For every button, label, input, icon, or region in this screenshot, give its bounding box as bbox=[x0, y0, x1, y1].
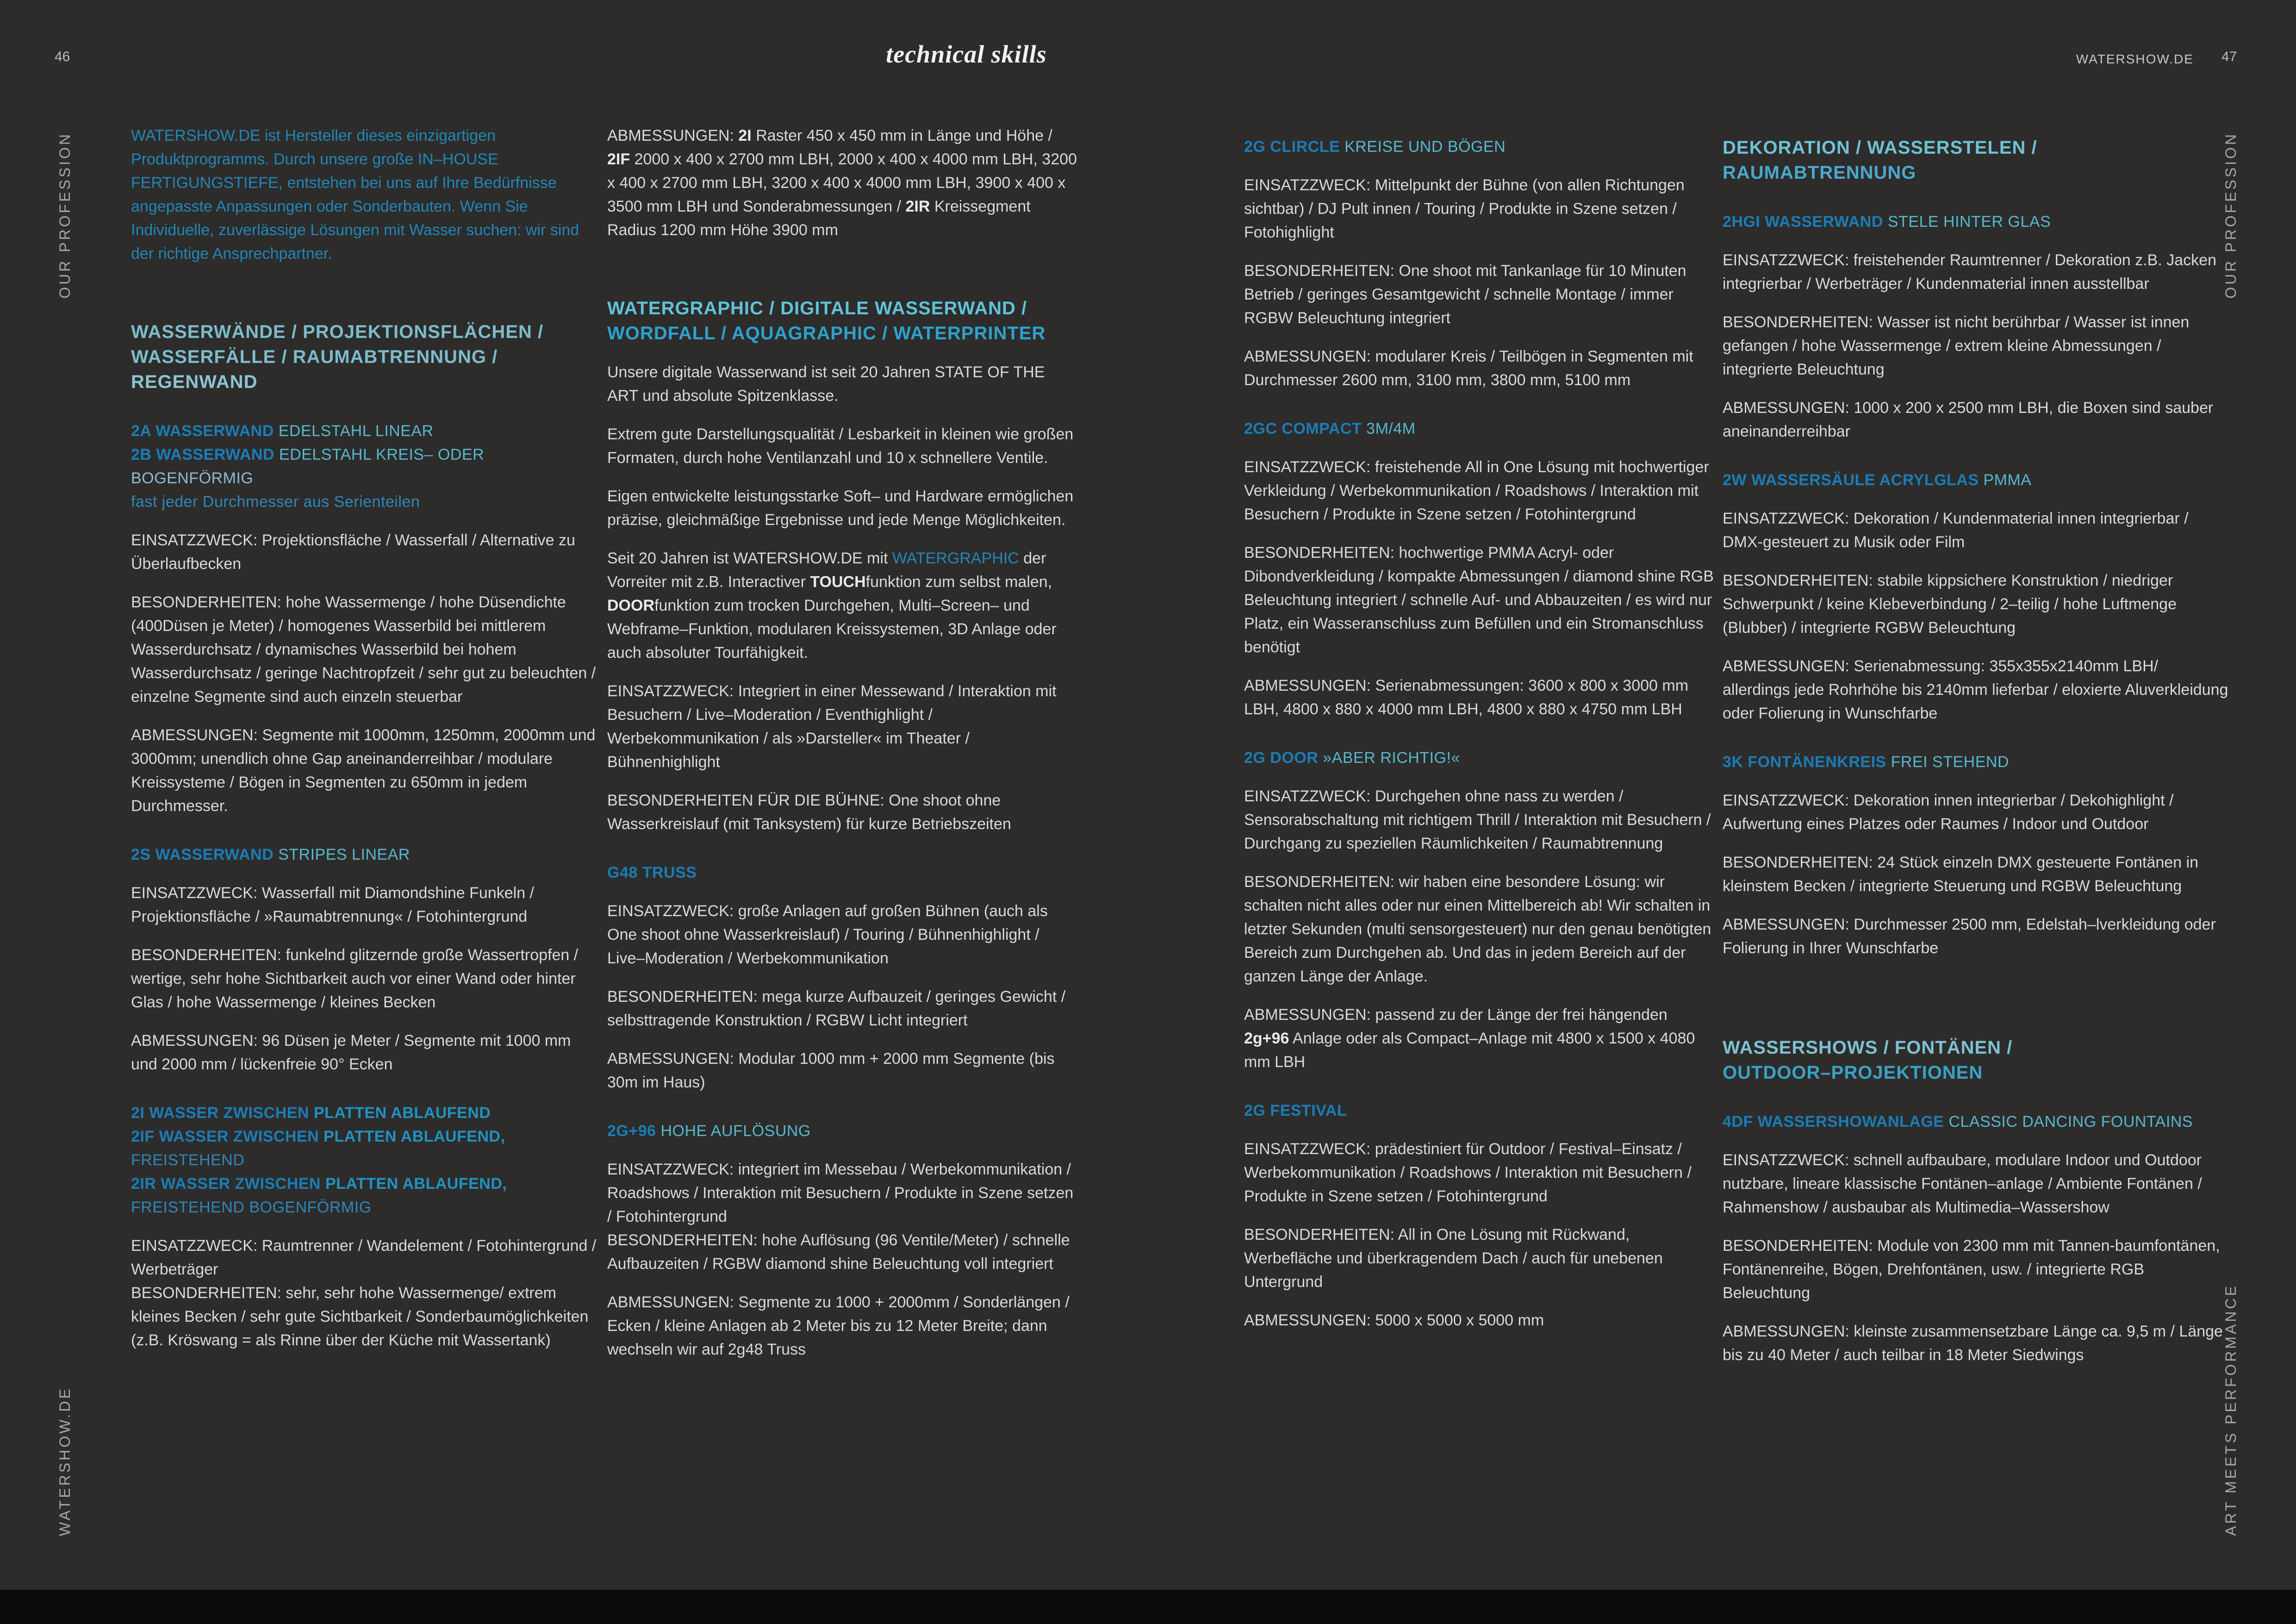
text-run: 2IR bbox=[905, 198, 930, 215]
margin-label-watershow: WATERSHOW.DE bbox=[56, 1386, 73, 1536]
text-run: BESONDERHEITEN: funkelnd glitzernde große Wassertropfen / wertige, sehr hohe Sichtbarkeit auch vor einer Wand oder hinter Glas / hohe Wassermenge / kleines Becken bbox=[131, 946, 579, 1011]
text-run: ABMESSUNGEN: passend zu der Länge der frei hängenden bbox=[1244, 1006, 1668, 1024]
paragraph bbox=[607, 1291, 1077, 1362]
column-1 bbox=[131, 124, 601, 1352]
product-heading bbox=[131, 419, 601, 514]
product-heading bbox=[1723, 1110, 2229, 1134]
product-heading-line bbox=[131, 467, 601, 490]
text-run: BESONDERHEITEN FÜR DIE BÜHNE: One shoot ohne Wasserkreislauf (mit Tanksystem) für kurze Betriebszeiten bbox=[607, 792, 1011, 833]
paragraph bbox=[1723, 789, 2229, 836]
text-run: EINSATZZWECK: freistehender Raumtrenner / Dekoration z.B. Jacken integrierbar / Werbeträger / Kundenmaterial innen ausstellbar bbox=[1723, 251, 2216, 293]
text-run: ABMESSUNGEN: Serienabmessung: 355x355x2140mm LBH/ allerdings jede Rohrhöhe bis 2140mm lieferbar / eloxierte Aluverkleidung oder Folierung in Wunschfarbe bbox=[1723, 657, 2228, 722]
text-run: 3M/4M bbox=[1366, 420, 1416, 437]
product-heading-line bbox=[1723, 1110, 2229, 1134]
paragraph bbox=[1723, 655, 2229, 725]
paragraph bbox=[607, 124, 1077, 242]
text-run: 2000 x 400 x 2700 mm LBH, 2000 x 400 x 4000 mm LBH, 3200 x 400 x 2700 mm LBH, 3200 x 400 x 4000 mm LBH, 3900 x 400 x 3500 mm LBH und Sonderabmessungen / bbox=[607, 150, 1077, 215]
paragraph bbox=[1244, 259, 1714, 330]
text-run: BESONDERHEITEN: stabile kippsichere Konstruktion / niedriger Schwerpunkt / keine Klebeverbindung / 2–teilig / hohe Luftmenge (Blubber) / integrierte RGBW Beleuchtung bbox=[1723, 572, 2177, 637]
paragraph bbox=[1244, 174, 1714, 244]
paragraph bbox=[1723, 1320, 2229, 1367]
text-run: der Vorreiter mit z.B. Interactiver bbox=[607, 550, 1046, 591]
paragraph bbox=[1244, 785, 1714, 856]
product-heading-line bbox=[131, 490, 601, 514]
product-heading-line bbox=[1244, 417, 1714, 441]
brand-label: WATERSHOW.DE bbox=[2076, 52, 2194, 66]
paragraph bbox=[1723, 396, 2229, 443]
paragraph bbox=[1244, 1223, 1714, 1294]
text-run: EINSATZZWECK: integriert im Messebau / Werbekommunikation / Roadshows / Interaktion mit Besuchern / Produkte in Szene setzen / Fotohintergrund bbox=[607, 1161, 1074, 1225]
text-run: EINSATZZWECK: Wasserfall mit Diamondshine Funkeln / Projektionsfläche / »Raumabtrennung« / Fotohintergrund bbox=[131, 884, 535, 925]
paragraph bbox=[131, 1029, 601, 1076]
product-heading bbox=[1244, 746, 1714, 770]
paragraph bbox=[131, 943, 601, 1014]
text-run: BESONDERHEITEN: Wasser ist nicht berührbar / Wasser ist innen gefangen / hohe Wassermenge / extrem kleine Abmessungen / integrierte Beleuchtung bbox=[1723, 313, 2190, 378]
paragraph bbox=[1244, 1309, 1714, 1332]
text-run: 2GC COMPACT bbox=[1244, 420, 1367, 437]
section-heading bbox=[607, 296, 1077, 346]
text-run: EDELSTAHL KREIS– ODER bbox=[279, 446, 485, 463]
section-heading-line: RAUMABTRENNUNG bbox=[1723, 162, 1916, 183]
paragraph bbox=[607, 1047, 1077, 1094]
column-4 bbox=[1723, 124, 2229, 1367]
text-run: »ABER RICHTIG!« bbox=[1323, 749, 1460, 767]
text-run: G48 TRUSS bbox=[607, 864, 697, 881]
product-heading-line bbox=[131, 1125, 601, 1149]
text-run: EINSATZZWECK: freistehende All in One Lösung mit hochwertiger Verkleidung / Werbekommunikation / Roadshows / Interaktion mit Besuchern / Produkte in Szene setzen / Fotohintergrund bbox=[1244, 458, 1709, 523]
text-run: EINSATZZWECK: Raumtrenner / Wandelement / Fotohintergrund / Werbeträger bbox=[131, 1237, 597, 1278]
product-heading-line bbox=[1244, 135, 1714, 159]
text-run: EINSATZZWECK: große Anlagen auf großen Bühnen (auch als One shoot ohne Wasserkreislauf) / Touring / Bühnenhighlight / Live–Moderation / Werbekommunikation bbox=[607, 902, 1048, 967]
text-run: WATERGRAPHIC bbox=[892, 550, 1019, 567]
text-run: PLATTEN ABLAUFEND bbox=[313, 1104, 491, 1122]
text-run: EINSATZZWECK: prädestiniert für Outdoor / Festival–Einsatz / Werbekommunikation / Roadshows / Interaktion mit Besuchern / Produkte in Szene setzen / Fotohintergrund bbox=[1244, 1140, 1692, 1205]
text-run: 2A WASSERWAND bbox=[131, 422, 279, 440]
column-2 bbox=[607, 124, 1077, 1362]
paragraph bbox=[1723, 913, 2229, 960]
product-heading-line bbox=[131, 1101, 601, 1125]
section-heading bbox=[1723, 1035, 2229, 1085]
product-heading bbox=[131, 1101, 601, 1219]
paragraph bbox=[607, 423, 1077, 470]
product-heading-line bbox=[131, 443, 601, 467]
text-run: 2IF WASSER ZWISCHEN bbox=[131, 1128, 324, 1145]
text-run: BESONDERHEITEN: Module von 2300 mm mit Tannen-baumfontänen, Fontänenreihe, Bögen, Drehfontänen, usw. / integrierte RGB Beleuchtung bbox=[1723, 1237, 2220, 1302]
section-heading bbox=[1723, 135, 2229, 185]
paragraph bbox=[607, 680, 1077, 774]
product-heading bbox=[1244, 135, 1714, 159]
text-run: 3K FONTÄNENKREIS bbox=[1723, 753, 1891, 771]
text-run: BOGENFÖRMIG bbox=[131, 469, 254, 487]
text-run: ABMESSUNGEN: bbox=[607, 127, 739, 144]
section-heading-line: OUTDOOR–PROJEKTIONEN bbox=[1723, 1062, 1983, 1083]
paragraph bbox=[131, 591, 601, 709]
text-run: ABMESSUNGEN: 1000 x 200 x 2500 mm LBH, die Boxen sind sauber aneinanderreihbar bbox=[1723, 399, 2214, 440]
text-run: Kreissegment Radius 1200 mm Höhe 3900 mm bbox=[607, 198, 1031, 239]
paragraph bbox=[131, 1329, 601, 1352]
text-run: 2W WASSERSÄULE ACRYLGLAS bbox=[1723, 471, 1984, 489]
paragraph bbox=[1244, 345, 1714, 392]
text-run: PMMA bbox=[1983, 471, 2032, 489]
product-heading-line bbox=[1723, 468, 2229, 492]
section-heading-line: WATERGRAPHIC / DIGITALE WASSERWAND / bbox=[607, 298, 1027, 319]
paragraph bbox=[607, 985, 1077, 1032]
section-heading-line: WORDFALL / AQUAGRAPHIC / WATERPRINTER bbox=[607, 323, 1046, 344]
text-run: EINSATZZWECK: schnell aufbaubare, modulare Indoor und Outdoor nutzbare, lineare klassische Fontänen–anlage / Ambiente Fontänen / Rahmenshow / ausbaubar als Multimedia–Wassershow bbox=[1723, 1151, 2202, 1216]
paragraph bbox=[607, 547, 1077, 665]
paragraph bbox=[131, 529, 601, 576]
section-heading-line: DEKORATION / WASSERSTELEN / bbox=[1723, 137, 2037, 158]
text-run: 2G+96 bbox=[607, 1122, 661, 1140]
text-run: ABMESSUNGEN: Modular 1000 mm + 2000 mm Segmente (bis 30m im Haus) bbox=[607, 1050, 1055, 1091]
text-run: ABMESSUNGEN: 5000 x 5000 x 5000 mm bbox=[1244, 1312, 1544, 1329]
text-run: HOHE AUFLÖSUNG bbox=[660, 1122, 811, 1140]
text-run: 2I WASSER ZWISCHEN bbox=[131, 1104, 314, 1122]
text-run: ABMESSUNGEN: modularer Kreis / Teilbögen in Segmenten mit Durchmesser 2600 mm, 3100 mm, 3800 mm, 5100 mm bbox=[1244, 348, 1693, 389]
text-run: ABMESSUNGEN: Segmente mit 1000mm, 1250mm, 2000mm und 3000mm; unendlich ohne Gap aneinanderreihbar / modulare Kreissysteme / Bögen in Segmenten zu 650mm in jedem Durchmesser. bbox=[131, 726, 596, 815]
paragraph bbox=[607, 789, 1077, 836]
paragraph bbox=[1244, 541, 1714, 659]
page-number-left: 46 bbox=[55, 49, 70, 64]
text-run: 2G DOOR bbox=[1244, 749, 1323, 767]
text-run: ABMESSUNGEN: Durchmesser 2500 mm, Edelstah–lverkleidung oder Folierung in Ihrer Wunschfarbe bbox=[1723, 916, 2216, 957]
section-heading-line: REGENWAND bbox=[131, 372, 258, 392]
text-run: FREI STEHEND bbox=[1891, 753, 2009, 771]
text-run: WATERSHOW.DE ist Hersteller dieses einzigartigen Produktprogramms. Durch unsere große IN–HOUSE FERTIGUNGSTIEFE, entstehen bei uns auf Ihre Bedürfnisse angepasste Anpassungen oder Sonderbauten. Wenn Sie Individuelle, zuverlässige Lösungen mit Wasser suchen: wir sind der richtige Ansprechpartner. bbox=[131, 127, 579, 262]
footer-bar bbox=[0, 1590, 2296, 1624]
text-run: Seit 20 Jahren ist WATERSHOW.DE mit bbox=[607, 550, 892, 567]
text-run: EINSATZZWECK: Dekoration / Kundenmaterial innen integrierbar / DMX-gesteuert zu Musik oder Film bbox=[1723, 510, 2189, 551]
text-run: FREISTEHEND BOGENFÖRMIG bbox=[131, 1199, 372, 1216]
text-run: 4DF WASSERSHOWANLAGE bbox=[1723, 1113, 1949, 1131]
paragraph bbox=[1244, 870, 1714, 988]
page-number-right: 47 bbox=[2221, 49, 2237, 64]
paragraph bbox=[1723, 1149, 2229, 1219]
product-heading-line bbox=[1244, 746, 1714, 770]
product-heading-line bbox=[1723, 750, 2229, 774]
text-run: BESONDERHEITEN: sehr, sehr hohe Wassermenge/ extrem kleines Becken / sehr gute Sichtbarkeit / Sonderbaumöglichkeiten bbox=[131, 1284, 589, 1325]
text-run: 2G CLIRCLE bbox=[1244, 138, 1345, 156]
text-run: fast jeder Durchmesser aus Serienteilen bbox=[131, 493, 420, 511]
product-heading-line bbox=[131, 1196, 601, 1219]
product-heading-line bbox=[131, 1149, 601, 1172]
product-heading-line bbox=[607, 1119, 1077, 1143]
paragraph bbox=[607, 485, 1077, 532]
text-run: BESONDERHEITEN: hochwertige PMMA Acryl- oder Dibondverkleidung / kompakte Abmessungen / diamond shine RGB Beleuchtung integriert / schnelle Auf- und Abbauzeiten / es wird nur Platz, ein Wasseranschluss zum Befüllen und ein Stromanschluss benötigt bbox=[1244, 544, 1714, 656]
text-run: ABMESSUNGEN: Serienabmessungen: 3600 x 800 x 3000 mm LBH, 4800 x 880 x 4000 mm LBH, 4800 x 880 x 4750 mm LBH bbox=[1244, 677, 1689, 718]
paragraph bbox=[607, 1158, 1077, 1229]
paragraph bbox=[131, 1234, 601, 1281]
paragraph bbox=[1723, 311, 2229, 381]
margin-label-our-profession-right: OUR PROFESSION bbox=[2222, 132, 2239, 299]
product-heading-line bbox=[1244, 1099, 1714, 1123]
text-run: TOUCH bbox=[810, 573, 866, 591]
text-run: 2IF bbox=[607, 150, 630, 168]
margin-label-art-meets-performance: ART MEETS PERFORMANCE bbox=[2222, 1284, 2239, 1536]
text-run: BESONDERHEITEN: hohe Auflösung (96 Ventile/Meter) / schnelle Aufbauzeiten / RGBW diamond shine Beleuchtung voll integriert bbox=[607, 1231, 1070, 1273]
product-heading bbox=[607, 1119, 1077, 1143]
text-run: BESONDERHEITEN: 24 Stück einzeln DMX gesteuerte Fontänen in kleinstem Becken / integrierte Steuerung und RGBW Beleuchtung bbox=[1723, 854, 2199, 895]
product-heading bbox=[1244, 417, 1714, 441]
product-heading-line bbox=[607, 861, 1077, 885]
paragraph bbox=[607, 361, 1077, 408]
paragraph bbox=[1723, 1234, 2229, 1305]
text-run: CLASSIC DANCING FOUNTAINS bbox=[1948, 1113, 2193, 1131]
text-run: ABMESSUNGEN: kleinste zusammensetzbare Länge ca. 9,5 m / Länge bis zu 40 Meter / auch teilbar in 18 Meter Siedwings bbox=[1723, 1323, 2223, 1364]
text-run: STRIPES LINEAR bbox=[278, 846, 410, 863]
paragraph bbox=[1723, 507, 2229, 554]
text-run: EDELSTAHL LINEAR bbox=[278, 422, 434, 440]
text-run: 2B WASSERWAND bbox=[131, 446, 279, 463]
text-run: EINSATZZWECK: Dekoration innen integrierbar / Dekohighlight / Aufwertung eines Platzes oder Raumes / Indoor und Outdoor bbox=[1723, 792, 2174, 833]
text-run: 2S WASSERWAND bbox=[131, 846, 279, 863]
text-run: (z.B. Kröswang = als Rinne über der Küche mit Wassertank) bbox=[131, 1331, 551, 1349]
paragraph bbox=[1723, 851, 2229, 898]
text-run: BESONDERHEITEN: wir haben eine besondere Lösung: wir schalten nicht alles oder nur einen Mittelbereich ab! Wir schalten in letzter Sekunden (multi sensorgesteuert) nur den genau benötigten Bereich zum Durchgehen ab. Und das in jedem Bereich auf der ganzen Länge der Anlage. bbox=[1244, 873, 1711, 985]
product-heading-line bbox=[131, 843, 601, 867]
text-run: EINSATZZWECK: Integriert in einer Messewand / Interaktion mit Besuchern / Live–Moderation / Eventhighlight / Werbekommunikation / als »Darsteller« im Theater / Bühnenhighlight bbox=[607, 682, 1057, 771]
text-run: funktion zum selbst malen, bbox=[865, 573, 1052, 591]
intro-paragraph bbox=[131, 124, 601, 266]
paragraph bbox=[131, 1281, 601, 1329]
text-run: ABMESSUNGEN: Segmente zu 1000 + 2000mm / Sonderlängen / Ecken / kleine Anlagen ab 2 Meter bis zu 12 Meter Breite; dann wechseln wir auf 2g48 Truss bbox=[607, 1293, 1070, 1358]
column-3 bbox=[1244, 124, 1714, 1332]
section-heading-line: WASSERFÄLLE / RAUMABTRENNUNG / bbox=[131, 347, 498, 367]
product-heading bbox=[607, 861, 1077, 885]
text-run: FREISTEHEND bbox=[131, 1151, 245, 1169]
text-run: Raster 450 x 450 mm in Länge und Höhe / bbox=[751, 127, 1052, 144]
text-run: BESONDERHEITEN: hohe Wassermenge / hohe Düsendichte (400Düsen je Meter) / homogenes Wasserbild bei mittlerem Wasserdurchsatz / dynamisches Wasserbild bei hohem Wasserdurchsatz / geringe Nachtropfzeit / sehr gut zu beleuchten / einzelne Segmente sind auch einzeln steuerbar bbox=[131, 593, 596, 706]
text-run: BESONDERHEITEN: All in One Lösung mit Rückwand, Werbefläche und überkragendem Dach / auch für unebenen Untergrund bbox=[1244, 1226, 1663, 1291]
text-run: EINSATZZWECK: Durchgehen ohne nass zu werden / Sensorabschaltung mit richtigem Thrill / Interaktion mit Besuchern / Durchgang zu speziellen Räumlichkeiten / Raumabtrennung bbox=[1244, 787, 1711, 852]
product-heading-line bbox=[131, 419, 601, 443]
text-run: Anlage oder als Compact–Anlage mit 4800 x 1500 x 4080 mm LBH bbox=[1244, 1030, 1695, 1071]
text-run: PLATTEN ABLAUFEND, bbox=[325, 1175, 507, 1193]
product-heading-line bbox=[1723, 210, 2229, 234]
text-run: 2g+96 bbox=[1244, 1030, 1289, 1047]
paragraph bbox=[1244, 1137, 1714, 1208]
text-run: 2HGI WASSERWAND bbox=[1723, 213, 1888, 231]
text-run: BESONDERHEITEN: mega kurze Aufbauzeit / geringes Gewicht / selbsttragende Konstruktion / RGBW Licht integriert bbox=[607, 988, 1066, 1029]
text-run: 2IR WASSER ZWISCHEN bbox=[131, 1175, 325, 1193]
paragraph bbox=[607, 899, 1077, 970]
paragraph bbox=[607, 1229, 1077, 1276]
product-heading bbox=[1723, 210, 2229, 234]
text-run: Eigen entwickelte leistungsstarke Soft– und Hardware ermöglichen präzise, gleichmäßige Ergebnisse und jede Menge Möglichkeiten. bbox=[607, 487, 1074, 529]
text-run: funktion zum trocken Durchgehen, Multi–Screen– und Webframe–Funktion, modularen Kreissystemen, 3D Anlage oder auch absoluter Tourfähigkeit. bbox=[607, 597, 1057, 662]
paragraph bbox=[1723, 249, 2229, 296]
section-heading-line: WASSERWÄNDE / PROJEKTIONSFLÄCHEN / bbox=[131, 322, 544, 342]
text-run: ABMESSUNGEN: 96 Düsen je Meter / Segmente mit 1000 mm und 2000 mm / lückenfreie 90° Ecken bbox=[131, 1032, 571, 1073]
paragraph bbox=[1723, 569, 2229, 640]
section-heading-line: WASSERSHOWS / FONTÄNEN / bbox=[1723, 1037, 2013, 1058]
product-heading bbox=[131, 843, 601, 867]
text-run: EINSATZZWECK: Projektionsfläche / Wasserfall / Alternative zu Überlaufbecken bbox=[131, 531, 575, 573]
text-run: PLATTEN ABLAUFEND, bbox=[324, 1128, 505, 1145]
product-heading bbox=[1244, 1099, 1714, 1123]
text-run: Unsere digitale Wasserwand ist seit 20 Jahren STATE OF THE ART und absolute Spitzenklasse. bbox=[607, 363, 1045, 405]
text-run: EINSATZZWECK: Mittelpunkt der Bühne (von allen Richtungen sichtbar) / DJ Pult innen / Touring / Produkte in Szene setzen / Fotohighlight bbox=[1244, 176, 1685, 241]
text-run: 2I bbox=[738, 127, 752, 144]
text-run: STELE HINTER GLAS bbox=[1887, 213, 2051, 231]
paragraph bbox=[131, 724, 601, 818]
product-heading bbox=[1723, 468, 2229, 492]
paragraph bbox=[1244, 1003, 1714, 1074]
paragraph bbox=[1244, 674, 1714, 721]
text-run: Extrem gute Darstellungsqualität / Lesbarkeit in kleinen wie großen Formaten, durch hohe Ventilanzahl und 10 x schnellere Ventile. bbox=[607, 425, 1074, 467]
text-run: BESONDERHEITEN: One shoot mit Tankanlage für 10 Minuten Betrieb / geringes Gesamtgewicht / schnelle Montage / immer RGBW Beleuchtung integriert bbox=[1244, 262, 1686, 327]
margin-label-our-profession-left: OUR PROFESSION bbox=[56, 132, 73, 299]
product-heading bbox=[1723, 750, 2229, 774]
page-title: technical skills bbox=[886, 40, 1047, 68]
text-run: 2G FESTIVAL bbox=[1244, 1102, 1347, 1119]
text-run: KREISE UND BÖGEN bbox=[1344, 138, 1506, 156]
paragraph bbox=[1244, 456, 1714, 526]
product-heading-line bbox=[131, 1172, 601, 1196]
text-run: DOOR bbox=[607, 597, 654, 614]
paragraph bbox=[131, 881, 601, 929]
section-heading bbox=[131, 319, 601, 394]
